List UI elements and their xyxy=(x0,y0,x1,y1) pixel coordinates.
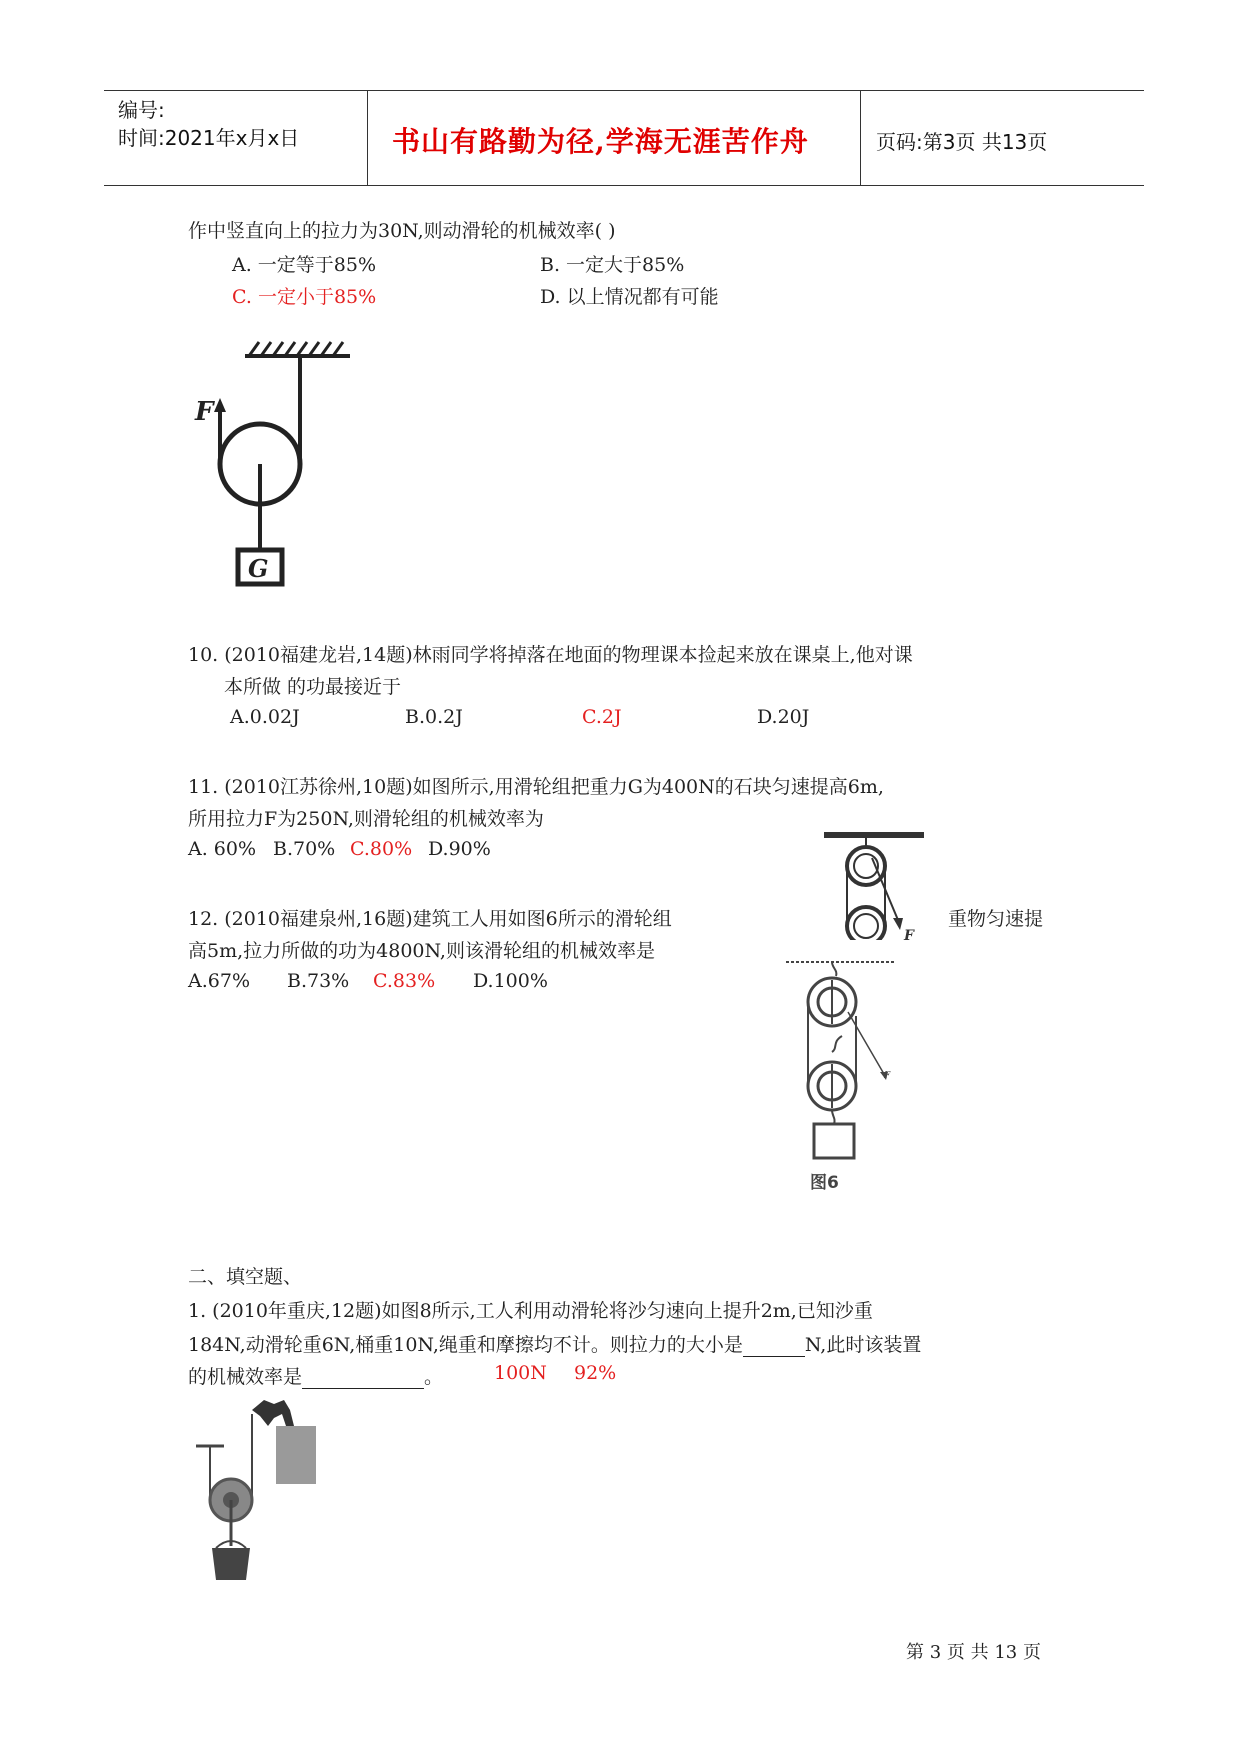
q10-option-b: B.0.2J xyxy=(405,706,463,728)
q12-option-b: B.73% xyxy=(287,970,350,992)
pulley-figure-q12 xyxy=(780,956,900,1196)
section2-q1-line1: 1. (2010年重庆,12题)如图8所示,工人利用动滑轮将沙匀速向上提升2m,已知沙重 xyxy=(188,1300,873,1322)
q11-option-b: B.70% xyxy=(273,838,336,860)
q9-option-d: D. 以上情况都有可能 xyxy=(540,286,719,308)
section2-q1-line3 xyxy=(188,1362,443,1389)
q10-option-d: D.20J xyxy=(757,706,810,728)
efficiency-blank[interactable] xyxy=(302,1366,424,1389)
q10-line2: 本所做 的功最接近于 xyxy=(224,676,402,698)
q11-force-label: F xyxy=(904,928,914,940)
q12-option-a: A.67% xyxy=(188,970,250,992)
q9-option-c: C. 一定小于85% xyxy=(232,286,377,308)
q9-option-a: A. 一定等于85% xyxy=(232,254,377,276)
q9-option-b: B. 一定大于85% xyxy=(540,254,685,276)
figure-6-caption: 图6 xyxy=(810,1173,839,1193)
q1-line2-suffix: N,此时该装置 xyxy=(804,1334,922,1356)
answer-efficiency: 92% xyxy=(574,1362,617,1384)
q12-option-c: C.83% xyxy=(373,970,436,992)
answer-force: 100N xyxy=(494,1362,547,1384)
q1-line3-text: 的机械效率是 xyxy=(188,1366,303,1388)
pulley-figure-q11 xyxy=(820,828,930,940)
q10-option-c: C.2J xyxy=(582,706,622,728)
q10-line1: 10. (2010福建龙岩,14题)林雨同学将掉落在地面的物理课本捡起来放在课桌上,他对课 xyxy=(188,644,913,666)
header-divider xyxy=(860,91,861,185)
q1-line3-suffix: 。 xyxy=(424,1366,444,1388)
q1-line2-text: 184N,动滑轮重6N,桶重10N,绳重和摩擦均不计。则拉力的大小是 xyxy=(188,1334,743,1356)
q11-option-d: D.90% xyxy=(428,838,491,860)
q11-option-c: C.80% xyxy=(350,838,413,860)
q11-line2: 所用拉力F为250N,则滑轮组的机械效率为 xyxy=(188,808,544,830)
pulley-figure-q9 xyxy=(185,320,365,590)
serial-label: 编号: xyxy=(118,98,165,122)
date-label: 时间:2021年x月x日 xyxy=(118,126,300,150)
force-label: F xyxy=(195,397,214,427)
q11-line1: 11. (2010江苏徐州,10题)如图所示,用滑轮组把重力G为400N的石块匀速提高6m, xyxy=(188,776,884,798)
q12-option-d: D.100% xyxy=(473,970,548,992)
weight-label: G xyxy=(248,554,269,583)
q10-option-a: A.0.02J xyxy=(230,706,300,728)
header-divider xyxy=(367,91,368,185)
q12-force-label: F xyxy=(884,1071,891,1081)
page-label: 页码:第3页 共13页 xyxy=(876,130,1048,154)
page-footer: 第 3 页 共 13 页 xyxy=(906,1642,1041,1663)
section2-title: 二、填空题、 xyxy=(188,1266,303,1288)
pulley-figure-s2 xyxy=(190,1396,320,1582)
q12-line1-left: 12. (2010福建泉州,16题)建筑工人用如图6所示的滑轮组 xyxy=(188,908,672,930)
q9-stem: 作中竖直向上的拉力为30N,则动滑轮的机械效率( ) xyxy=(188,220,616,242)
force-blank[interactable] xyxy=(743,1334,805,1357)
q11-option-a: A. 60% xyxy=(188,838,257,860)
section2-q1-line2 xyxy=(188,1330,921,1357)
q12-line2: 高5m,拉力所做的功为4800N,则该滑轮组的机械效率是 xyxy=(188,940,655,962)
header-motto: 书山有路勤为径,学海无涯苦作舟 xyxy=(392,125,809,158)
q12-line1-right: 重物匀速提 xyxy=(948,908,1044,930)
